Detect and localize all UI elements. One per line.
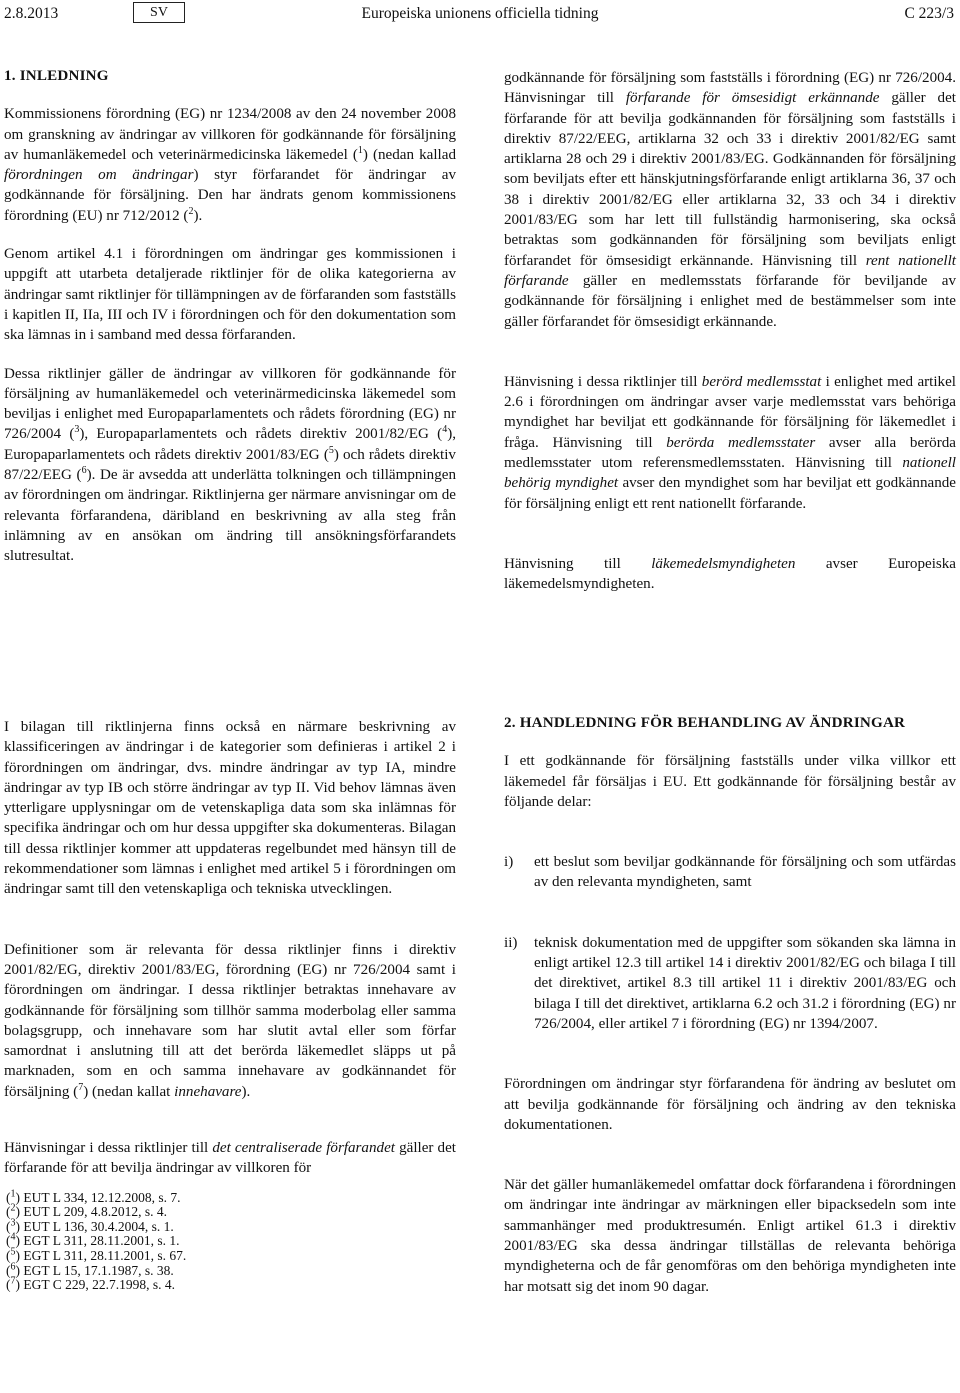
- list-item-text: teknisk dokumentation med de uppgifter som sökanden ska lämna in enligt artikel 12.3 till artikel 14 i direktiv 2001/82/EG och bilaga I till det direktivet, artikel 8.3 till artikel 11 i direktiv 2001/83/EG och bilaga I till det direktivet, artiklarna 6.2 och 31.2 i förordning (EG) nr 726/2004, eller artikel 7 i förordning (EG) nr 1394/2007.: [534, 934, 956, 1032]
- paragraph-member-state: Hänvisning i dessa riktlinjer till berörd medlemsstat i enlighet med artikel 2.6 i förordningen om ändringar avser varje medlemsstat vars behöriga myndighet har beviljat ett godkännande för försäljning för läkemedlet i fråga. Hänvisning till berörda medlemsstater avser alla berörda medlemsstater utom referensmedlemsstaten. Hänvisning till nationell behörig myndighet avser den myndighet som har beviljat ett godkännande för försäljning enligt ett rent nationellt förfarande.: [504, 373, 957, 512]
- footnote-ref: 6: [81, 465, 87, 477]
- footnote-ref: 2: [188, 205, 194, 217]
- page-header: [0, 0, 960, 28]
- journal-title: Europeiska unionens officiella tidning: [361, 5, 599, 22]
- left-bottom-column: [4, 717, 456, 1293]
- right-bottom-column: [504, 713, 956, 1315]
- paragraph-centralised: Hänvisningar i dessa riktlinjer till det centraliserade förfarandet gäller det förfarande för att bevilja ändringar av villkoren för: [4, 1140, 456, 1177]
- footnote-ref: 1: [357, 144, 363, 156]
- paragraph-procedures: godkännande för försäljning som fastställs i förordning (EG) nr 726/2004. Hänvisningar till förfarande för ömsesidigt erkännande gäller det förfarande för att bevilja godkännanden för försäljning som fastställs i direktiv 87/22/EEG, artiklarna 32 och 33 i direktiv 2001/82/EG samt artiklarna 28 och 29 i direktiv 2001/83/EG. Godkännanden för försäljning som beviljats efter ett hänskjutningsförfarande enligt artiklarna 36, 37 och 38 i direktiv 2001/82/EG eller artiklarna 32, 33 och 34 i direktiv 2001/83/EG som har lett till fullständig harmonisering, ska också betraktas som godkännanden för försäljning som beviljats enligt förfarandet för ömsesidigt erkännande. Hänvisning till rent nationellt förfarande gäller en medlemsstats förfarande för beviljande av godkännande för försäljning i enlighet med de bestämmelser som inte gäller förfarandet för ömsesidigt erkännande.: [504, 70, 956, 330]
- paragraph-definitions: Definitioner som är relevanta för dessa riktlinjer finns i direktiv 2001/82/EG, direktiv 2001/83/EG, förordning (EG) nr 726/2004 samt i förordningen om ändringar. I dessa riktlinjer betraktas innehavare av godkännande för försäljning som tillhör samma moderbolag eller samma bolagsgrupp, och innehavare som har slutit avtal eller som förfar samordnat i anslutning till att det berörda läkemedlet släpps ut på marknaden, som en och samma innehavare av godkännandet för försäljning ($^7$) (nedan kallat innehavare).: [4, 941, 456, 1100]
- publication-date: 2.8.2013: [4, 5, 59, 22]
- list-item-number: i): [504, 854, 514, 871]
- right-top-column: [504, 68, 956, 613]
- list-item: [504, 933, 956, 1034]
- footnote: ($^3$) EUT L 136, 30.4.2004, s. 1.: [6, 1217, 174, 1234]
- paragraph-labelling: När det gäller humanläkemedel omfattar dock förfarandena i förordningen om ändringar inte ändringar av märkningen eller bipacksedeln som inte sammanhänger med produktresumén. Enligt artikel 61.3 i direktiv 2001/83/EG ska dessa ändringar tillställas de relevanta behöriga myndigheterna och de får genomföras om den behöriga myndigheten inte har motsatt sig det inom 90 dagar.: [504, 1177, 956, 1295]
- paragraph-authorisation: I ett godkännande för försäljning fastställs under vilka villkor ett läkemedel får försäljas i EU. Ett godkännande för försäljning består av följande delar:: [504, 753, 956, 810]
- paragraph-agency: Hänvisning till läkemedelsmyndigheten avser Europeiska läkemedelsmyndigheten.: [504, 555, 957, 593]
- section-heading-introduction: 1. INLEDNING: [4, 68, 109, 84]
- footnote-ref: 4: [442, 424, 448, 436]
- footnote-ref: 5: [328, 444, 334, 456]
- paragraph-article-4: Genom artikel 4.1 i förordningen om ändringar ges kommissionen i uppgift att utarbeta detaljerade riktlinjer för de olika kategorierna av ändringar samt riktlinjer för tillämpningen av de förfaranden som fastställs i kapitlen II, IIa, III och IV i förordningen och för den dokumentation som ska lämnas in i samband med dessa förfaranden.: [4, 246, 456, 344]
- footnote: ($^1$) EUT L 334, 12.12.2008, s. 7.: [6, 1188, 181, 1205]
- footnote: ($^6$) EGT L 15, 17.1.1987, s. 38.: [6, 1261, 174, 1278]
- list-item-text: ett beslut som beviljar godkännande för försäljning och som utfärdas av den relevanta myndigheten, samt: [534, 854, 956, 891]
- footnote: ($^4$) EGT L 311, 28.11.2001, s. 1.: [6, 1231, 180, 1249]
- footnote: ($^2$) EUT L 209, 4.8.2012, s. 4.: [6, 1202, 167, 1220]
- section-heading-guidance: 2. HANDLEDNING FÖR BEHANDLING AV ÄNDRINGAR: [504, 715, 906, 731]
- paragraph-scope: Dessa riktlinjer gäller de ändringar av villkoren för godkännande för försäljning av humanläkemedel och veterinärmedicinska läkemedel som beviljas i enlighet med Europaparlamentets och rådets förordning (EG) nr 726/2004 ($^3$), Europaparlamentets och rådets direktiv 2001/82/EG ($^4$), Europaparlamentets och rådets direktiv 2001/83/EG ($^5$) och rådets direktiv 87/22/EEG ($^6$). De är avsedda att underlätta tolkningen och tillämpningen av förordningen om ändringar. Riktlinjerna ger närmare anvisningar om de relevanta förfarandena, däribland en beskrivning av alla steg från inlämning av en ansökan om ändring till ansökningsförfarandets slutresultat.: [4, 365, 456, 565]
- paragraph-variations-scope: Förordningen om ändringar styr förfarandena för ändring av beslutet om att bevilja godkännande för försäljning och ändring av den tekniska dokumentationen.: [504, 1076, 956, 1133]
- language-badge: SV: [133, 2, 185, 23]
- footnote: ($^7$) EGT C 229, 22.7.1998, s. 4.: [6, 1275, 176, 1293]
- footnote-ref: 3: [74, 424, 80, 436]
- footnotes: [6, 1188, 456, 1293]
- paragraph-regulation-intro: Kommissionens förordning (EG) nr 1234/2008 av den 24 november 2008 om granskning av ändringar av villkoren för godkännande för försäljning av humanläkemedel och veterinärmedicinska läkemedel ($^1$) (nedan kallad förordningen om ändringar) styr förfarandet för ändringar av godkännande för försäljning. Den har ändrats genom kommissionens förordning (EU) nr 712/2012 ($^2$).: [4, 106, 456, 224]
- page-reference: C 223/3: [904, 5, 954, 22]
- list-item: [504, 852, 956, 893]
- left-top-column: [4, 66, 456, 585]
- footnote-ref: 7: [78, 1081, 84, 1093]
- list-item-number: ii): [504, 934, 518, 951]
- footnote: ($^5$) EGT L 311, 28.11.2001, s. 67.: [6, 1246, 187, 1264]
- paragraph-annex: I bilagan till riktlinjerna finns också en närmare beskrivning av klassificeringen av ändringar i de kategorier som definieras i artikel 2 i förordningen om ändringar, dvs. mindre ändringar av typ IA, mindre ändringar av typ IB och större ändringar av typ II. Vid behov lämnas även ytterligare upplysningar om de vetenskapliga data som ska inlämnas för specifika ändringar och om hur dessa uppgifter ska dokumenteras. Bilagan till dessa riktlinjer kommer att uppdateras regelbundet med hänsyn till de rekommendationer som lämnas i enlighet med artikel 5 i förordningen om ändringar samt till den vetenskapliga och tekniska utvecklingen.: [4, 719, 456, 898]
